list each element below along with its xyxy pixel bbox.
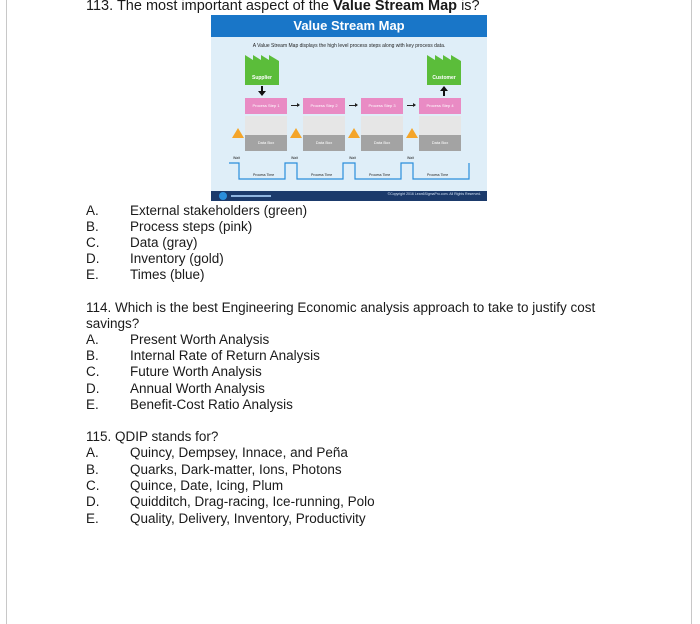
option-text: Process steps (pink)	[130, 219, 253, 234]
inventory-triangle-icon	[348, 128, 360, 138]
question-number: 113.	[86, 0, 114, 14]
figure-footer	[211, 191, 487, 201]
option-letter: B.	[86, 348, 99, 363]
customer-factory	[427, 61, 461, 85]
logo-icon	[219, 192, 227, 200]
process-step-3: Process Step 3	[361, 98, 403, 114]
figure-subtitle: A Value Stream Map displays the high level process steps along with key process data.	[252, 43, 446, 49]
option-text: Data (gray)	[130, 235, 198, 250]
timeline-icon	[229, 161, 471, 183]
option-text: Quarks, Dark-matter, Ions, Photons	[130, 462, 342, 477]
option-letter: B.	[86, 462, 99, 477]
option-text: Quincy, Dempsey, Innace, and Peña	[130, 445, 348, 460]
data-box-3: Data Box	[361, 135, 403, 151]
option-letter: C.	[86, 235, 100, 250]
option-letter: C.	[86, 364, 100, 379]
option-text: Internal Rate of Return Analysis	[130, 348, 320, 363]
question-114-title	[86, 300, 616, 332]
option-text: Quality, Delivery, Inventory, Productivity	[130, 511, 366, 526]
process-time-2: Process Time	[311, 173, 333, 177]
data-box-top	[303, 116, 345, 135]
flow-arrow-icon	[349, 105, 357, 106]
figure-title: Value Stream Map	[211, 15, 487, 37]
option-letter: E.	[86, 511, 99, 526]
option-letter: A.	[86, 203, 99, 218]
copyright-text: ©Copyright 2016 Lean6SigmaPro.com. All Rights Reserved.	[387, 192, 481, 196]
option-text: Annual Worth Analysis	[130, 381, 265, 396]
inventory-triangle-icon	[290, 128, 302, 138]
option-letter: E.	[86, 267, 99, 282]
option-text: Quince, Date, Icing, Plum	[130, 478, 284, 493]
process-time-4: Process Time	[427, 173, 449, 177]
page-left-border	[6, 0, 7, 624]
question-text: Which is the best Engineering Economic analysis approach to take to justify cost savings?	[86, 300, 596, 331]
logo-wordmark	[231, 195, 271, 197]
data-box-top	[361, 116, 403, 135]
supplier-factory	[245, 61, 279, 85]
option-letter: E.	[86, 397, 99, 412]
process-time-1: Process Time	[253, 173, 275, 177]
option-letter: B.	[86, 219, 99, 234]
question-bold-text: Value Stream Map	[332, 0, 458, 14]
wait-label-4: Wait	[407, 156, 414, 160]
data-box-1: Data Box	[245, 135, 287, 151]
data-box-top	[419, 116, 461, 135]
question-text-end: is?	[461, 0, 480, 14]
page-right-border	[691, 0, 692, 624]
question-number: 115.	[86, 429, 112, 444]
question-text: The most important aspect of the	[116, 0, 329, 14]
option-text: Times (blue)	[130, 267, 205, 282]
wait-label-3: Wait	[349, 156, 356, 160]
down-arrow-icon	[258, 86, 266, 96]
option-letter: D.	[86, 381, 100, 396]
option-text: Quidditch, Drag-racing, Ice-running, Polo	[130, 494, 375, 509]
option-letter: D.	[86, 251, 100, 266]
option-letter: A.	[86, 332, 99, 347]
data-box-top	[245, 116, 287, 135]
inventory-triangle-icon	[406, 128, 418, 138]
question-113-title	[86, 0, 480, 14]
customer-label: Customer	[432, 75, 456, 81]
value-stream-map-figure	[211, 15, 487, 201]
option-text: External stakeholders (green)	[130, 203, 308, 218]
wait-label-1: Wait	[233, 156, 240, 160]
flow-arrow-icon	[291, 105, 299, 106]
option-text: Inventory (gold)	[130, 251, 224, 266]
option-letter: C.	[86, 478, 100, 493]
question-115-title	[86, 429, 616, 445]
question-number: 114.	[86, 300, 112, 315]
supplier-label: Supplier	[251, 75, 272, 81]
option-text: Benefit-Cost Ratio Analysis	[130, 397, 293, 412]
process-step-1: Process Step 1	[245, 98, 287, 114]
data-box-4: Data Box	[419, 135, 461, 151]
option-text: Present Worth Analysis	[130, 332, 270, 347]
data-box-2: Data Box	[303, 135, 345, 151]
process-step-2: Process Step 2	[303, 98, 345, 114]
option-text: Future Worth Analysis	[130, 364, 262, 379]
option-letter: D.	[86, 494, 100, 509]
inventory-triangle-icon	[232, 128, 244, 138]
process-step-4: Process Step 4	[419, 98, 461, 114]
process-time-3: Process Time	[369, 173, 391, 177]
option-letter: A.	[86, 445, 99, 460]
question-text: QDIP stands for?	[115, 429, 219, 444]
flow-arrow-icon	[407, 105, 415, 106]
up-arrow-icon	[440, 86, 448, 96]
wait-label-2: Wait	[291, 156, 298, 160]
